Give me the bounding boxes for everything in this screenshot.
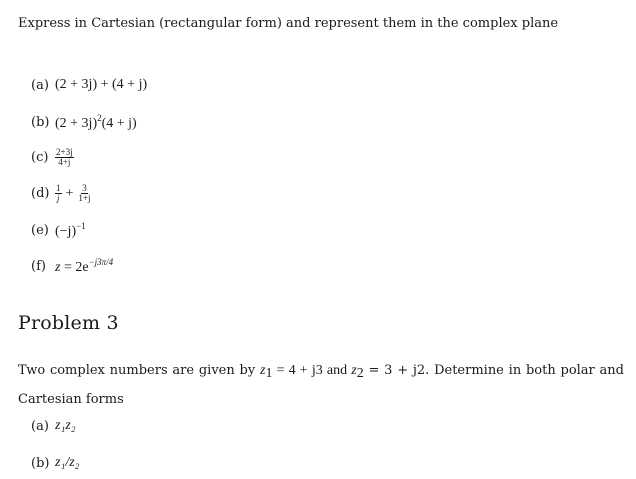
statement-text: Two complex numbers are given by	[18, 363, 256, 378]
problem-line-1	[18, 358, 624, 387]
math-exponent: 2	[97, 113, 102, 123]
fraction	[55, 184, 62, 203]
fraction	[55, 148, 74, 167]
item-label: (c)	[31, 150, 49, 165]
fraction-denominator: 4+j	[58, 157, 71, 167]
math-subscript: 2	[356, 366, 364, 381]
list-item	[31, 257, 113, 276]
math-value: = 4 + j3 and	[272, 363, 352, 378]
list-item	[31, 113, 137, 132]
fraction-numerator: 2+3j	[56, 147, 73, 157]
fraction-denominator: j	[56, 193, 60, 203]
math-exponent: −j3π/4	[88, 257, 114, 267]
math-expression	[55, 257, 113, 276]
item-label: (e)	[31, 223, 49, 238]
item-label: (a)	[31, 77, 49, 93]
list-item	[31, 221, 86, 240]
fraction	[77, 184, 91, 203]
math-variable: z	[55, 260, 61, 275]
problem-heading: Problem 3	[18, 312, 119, 334]
item-label: (d)	[31, 186, 50, 201]
math-subscript: 1	[265, 366, 273, 381]
list-item	[31, 418, 76, 434]
problem-line-2: Cartesian forms	[18, 392, 124, 407]
fraction-denominator: 1+j	[78, 193, 91, 203]
math-expression	[55, 221, 86, 240]
math-equation: = 2e	[63, 260, 89, 275]
intro-text: Express in Cartesian (rectangular form) and represent them in the complex plane	[18, 16, 559, 31]
math-exponent: −1	[76, 221, 86, 231]
math-variable: z	[351, 363, 357, 378]
item-label: (b)	[31, 115, 50, 130]
problem-statement	[18, 358, 624, 413]
list-item	[31, 77, 147, 93]
math-expression: z₁z₂	[55, 418, 76, 433]
item-label: (a)	[31, 418, 49, 434]
list-item	[31, 184, 91, 203]
fraction-numerator: 3	[82, 183, 87, 193]
math-factor: (4 + j)	[101, 116, 137, 131]
list-item	[31, 455, 80, 471]
math-expression	[55, 113, 137, 132]
math-value: = 3 + j2. Determine in both polar and	[363, 363, 624, 378]
math-base: (2 + 3j)	[55, 116, 98, 131]
item-label: (f)	[31, 259, 46, 274]
plus-sign: +	[65, 185, 74, 201]
item-label: (b)	[31, 455, 50, 471]
math-expression: z₁/z₂	[55, 455, 80, 470]
math-expression: (2 + 3j) + (4 + j)	[55, 77, 148, 92]
fraction-numerator: 1	[56, 183, 61, 193]
list-item	[31, 148, 74, 167]
math-base: (−j)	[55, 224, 77, 239]
math-variable: z	[259, 363, 266, 378]
